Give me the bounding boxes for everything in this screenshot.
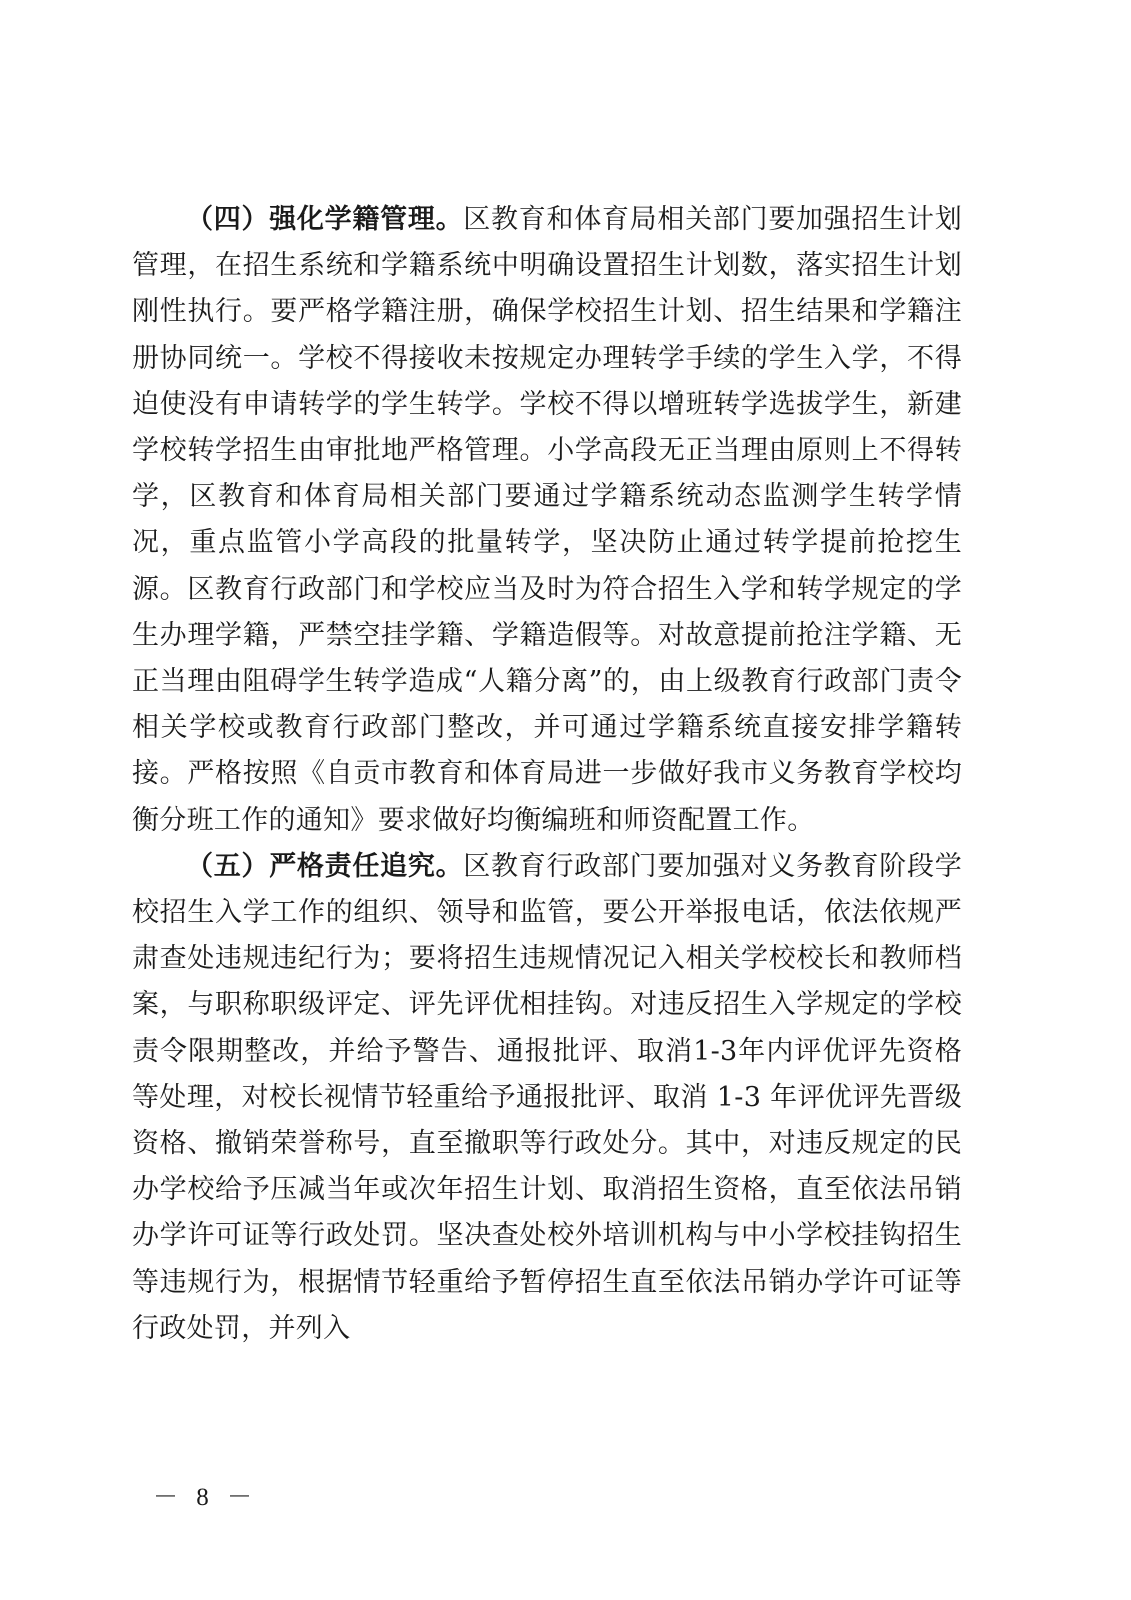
paragraph-accountability <box>132 844 962 1352</box>
section-heading-4: （四）强化学籍管理。 <box>186 204 464 235</box>
paragraph-strengthen-student-registration <box>132 197 962 844</box>
paragraph-text: 区教育行政部门要加强对义务教育阶段学校招生入学工作的组织、领导和监管，要公开举报电话，依法依规严肃查处违规违纪行为；要将招生违规情况记入相关学校校长和教师档案，与职称职级评定、评先评优相挂钩。对违反招生入学规定的学校责令限期整改，并给予警告、通报批评、取消1-3年内评优评先资格等处理，对校长视情节轻重给予通报批评、取消 1-3 年评优评先晋级资格、撤销荣誉称号，直至撤职等行政处分。其中，对违反规定的民办学校给予压减当年或次年招生计划、取消招生资格，直至依法吊销办学许可证等行政处罚。坚决查处校外培训机构与中小学校挂钩招生等违规行为，根据情节轻重给予暂停招生直至依法吊销办学许可证等行政处罚，并列入 <box>132 850 962 1344</box>
section-heading-5: （五）严格责任追究。 <box>186 850 464 882</box>
page-number: － 8 － <box>153 1484 259 1511</box>
paragraph-text: 区教育和体育局相关部门要加强招生计划管理，在招生系统和学籍系统中明确设置招生计划数，落实招生计划刚性执行。要严格学籍注册，确保学校招生计划、招生结果和学籍注册协同统一。学校不得接收未按规定办理转学手续的学生入学，不得迫使没有申请转学的学生转学。学校不得以增班转学选拔学生，新建学校转学招生由审批地严格管理。小学高段无正当理由原则上不得转学，区教育和体育局相关部门要通过学籍系统动态监测学生转学情况，重点监管小学高段的批量转学，坚决防止通过转学提前抢挖生源。区教育行政部门和学校应当及时为符合招生入学和转学规定的学生办理学籍，严禁空挂学籍、学籍造假等。对故意提前抢注学籍、无正当理由阻碍学生转学造成“人籍分离”的，由上级教育行政部门责令相关学校或教育行政部门整改，并可通过学籍系统直接安排学籍转接。严格按照《自贡市教育和体育局进一步做好我市义务教育学校均衡分班工作的通知》要求做好均衡编班和师资配置工作。 <box>132 204 962 836</box>
document-body <box>132 197 962 1352</box>
